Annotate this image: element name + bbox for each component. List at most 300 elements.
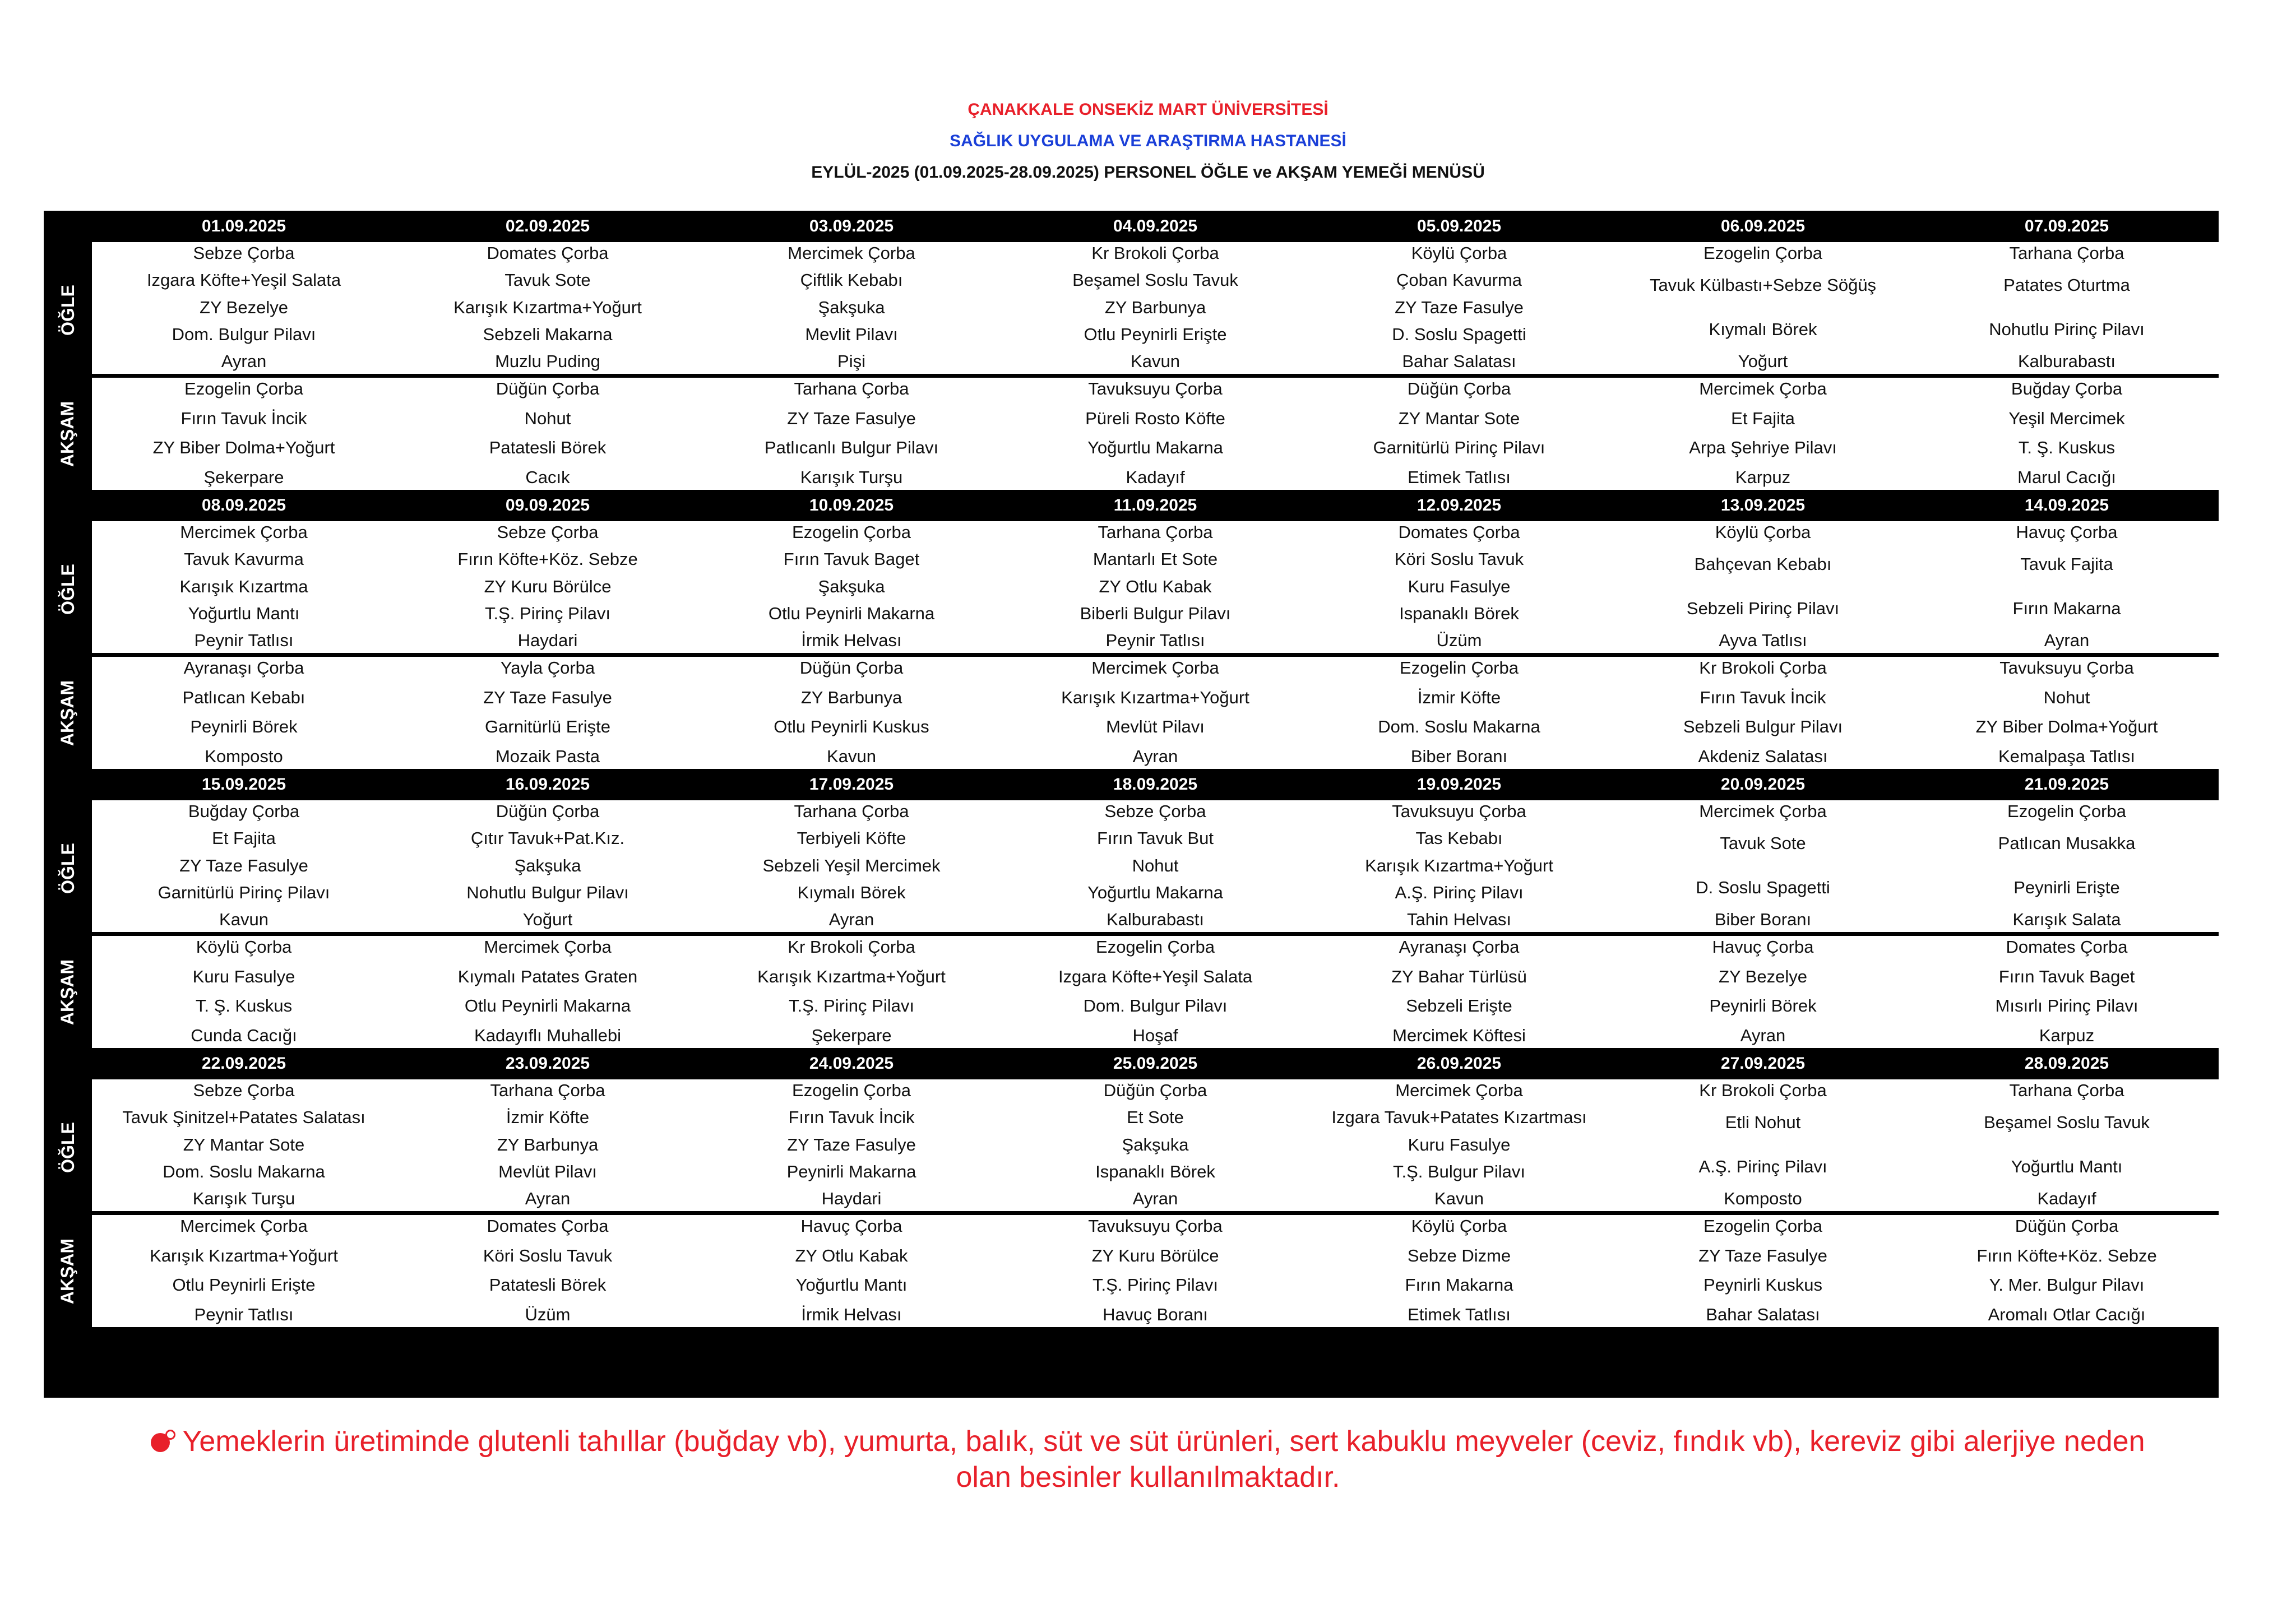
menu-item: Nohut (1132, 855, 1179, 875)
menu-item: ZY Barbunya (800, 687, 902, 707)
menu-item: Mercimek Çorba (1395, 1081, 1523, 1100)
menu-item: Terbiyeli Köfte (797, 828, 906, 848)
menu-item: ZY Taze Fasulye (483, 687, 612, 707)
menu-item: Haydari (517, 630, 578, 650)
lunch-label-text: ÖĞLE (57, 563, 78, 615)
lunch-label (44, 800, 92, 936)
menu-item: Buğday Çorba (2011, 379, 2123, 398)
menu-item: İzmir Köfte (506, 1107, 590, 1128)
menu-item: Peynirli Kuskus (1704, 1275, 1822, 1295)
lunch-label-text: ÖĞLE (57, 842, 78, 894)
menu-item: T. Ş. Kuskus (195, 996, 293, 1016)
menu-item: Domates Çorba (487, 243, 609, 263)
date-header: 20.09.2025 (1611, 769, 1915, 800)
date-header: 11.09.2025 (1003, 490, 1307, 521)
menu-item: Tavuk Kavurma (184, 549, 304, 569)
menu-item: Garnitürlü Pirinç Pilavı (1373, 438, 1545, 458)
warning-icon (151, 1433, 170, 1452)
menu-item: Ispanaklı Börek (1095, 1161, 1215, 1181)
menu-item: Patlıcanlı Bulgur Pilavı (764, 438, 939, 458)
menu-item: Kavun (827, 746, 876, 766)
menu-item: Tarhana Çorba (1098, 522, 1213, 542)
menu-item: T.Ş. Bulgur Pilavı (1392, 1161, 1526, 1181)
menu-item: Kuru Fasulye (1408, 576, 1511, 596)
dinner-menu-cell (92, 1215, 396, 1327)
date-header: 04.09.2025 (1003, 211, 1307, 242)
menu-item: T.Ş. Pirinç Pilavı (789, 996, 914, 1016)
menu-item: Otlu Peynirli Erişte (1084, 324, 1227, 344)
menu-item: Akdeniz Salatası (1698, 746, 1828, 766)
lunch-label-text: ÖĞLE (57, 284, 78, 336)
menu-item: Peynirli Börek (190, 717, 298, 737)
menu-item: Fırın Tavuk İncik (180, 408, 307, 428)
menu-item: Arpa Şehriye Pilavı (1689, 438, 1837, 458)
menu-item: Mercimek Çorba (1091, 658, 1219, 678)
menu-item: Yayla Çorba (500, 658, 595, 678)
menu-item: Mercimek Köftesi (1392, 1025, 1526, 1045)
menu-item: Izgara Tavuk+Patates Kızartması (1331, 1107, 1587, 1128)
menu-item: Etimek Tatlısı (1408, 467, 1511, 487)
menu-item: Tavuk Fajita (2020, 554, 2113, 574)
menu-item: Nohut (2043, 687, 2090, 707)
menu-item: Patlıcan Kebabı (182, 687, 305, 707)
dinner-menu-cell (1003, 936, 1307, 1048)
dinner-menu-cell (700, 657, 1003, 769)
menu-item: Karışık Kızartma+Yoğurt (453, 297, 642, 317)
lunch-menu-cell (1003, 242, 1307, 378)
menu-item: Kavun (219, 910, 269, 929)
menu-item: Ezogelin Çorba (2007, 801, 2126, 821)
menu-item: Izgara Köfte+Yeşil Salata (146, 270, 341, 290)
allergen-notice (0, 1423, 2296, 1495)
menu-item: Yoğurtlu Mantı (795, 1275, 908, 1295)
menu-item: Fırın Tavuk Baget (783, 549, 920, 569)
menu-item: Garnitürlü Pirinç Pilavı (158, 882, 330, 902)
menu-item: Ezogelin Çorba (1704, 1216, 1822, 1236)
date-header: 18.09.2025 (1003, 769, 1307, 800)
menu-item: Kr Brokoli Çorba (1091, 243, 1219, 263)
menu-item: Kıymalı Börek (797, 882, 906, 902)
menu-item: Ayranaşı Çorba (1399, 937, 1520, 957)
dinner-menu-cell (1611, 378, 1915, 490)
menu-item: Buğday Çorba (188, 801, 300, 821)
date-header: 05.09.2025 (1307, 211, 1611, 242)
lunch-menu-cell (1003, 1079, 1307, 1215)
menu-item: Düğün Çorba (496, 801, 600, 821)
menu-item: Peynirli Makarna (786, 1161, 916, 1181)
menu-item: Otlu Peynirli Makarna (464, 996, 631, 1016)
date-header: 19.09.2025 (1307, 769, 1611, 800)
dinner-menu-cell (396, 657, 700, 769)
menu-item: ZY Bezelye (1719, 966, 1807, 986)
menu-item: Peynirli Erişte (2013, 877, 2120, 897)
menu-item: Mantarlı Et Sote (1093, 549, 1218, 569)
dinner-menu-cell (1003, 657, 1307, 769)
menu-item: Y. Mer. Bulgur Pilavı (1989, 1275, 2145, 1295)
lunch-menu-cell (1611, 521, 1915, 657)
menu-item: Yoğurtlu Makarna (1087, 438, 1223, 458)
dinner-menu-cell (1915, 1215, 2219, 1327)
menu-item: Et Sote (1127, 1107, 1184, 1128)
menu-item: Mısırlı Pirinç Pilavı (1995, 996, 2138, 1016)
menu-item: ZY Biber Dolma+Yoğurt (152, 438, 335, 458)
menu-item: Beşamel Soslu Tavuk (1984, 1112, 2150, 1133)
menu-item: Patatesli Börek (489, 1275, 607, 1295)
menu-item: ZY Taze Fasulye (1395, 297, 1524, 317)
menu-item: Tavuksuyu Çorba (1392, 801, 1526, 821)
menu-item: Fırın Tavuk İncik (1700, 687, 1826, 707)
date-header: 02.09.2025 (396, 211, 700, 242)
date-header: 23.09.2025 (396, 1048, 700, 1079)
menu-item: ZY Biber Dolma+Yoğurt (1975, 717, 2158, 737)
lunch-menu-cell (700, 242, 1003, 378)
menu-item: Ayva Tatlısı (1719, 630, 1807, 650)
menu-item: Havuç Boranı (1103, 1304, 1208, 1324)
menu-item: Şakşuka (1122, 1134, 1189, 1154)
menu-item: Şekerpare (203, 467, 284, 487)
menu-item: Peynir Tatlısı (194, 1304, 294, 1324)
dinner-menu-cell (1915, 657, 2219, 769)
menu-item: Otlu Peynirli Kuskus (774, 717, 929, 737)
dinner-label (44, 378, 92, 490)
lunch-label (44, 521, 92, 657)
menu-item: Tarhana Çorba (2009, 243, 2124, 263)
menu-item: Tavuk Şinitzel+Patates Salatası (122, 1107, 365, 1128)
menu-item: Düğün Çorba (1407, 379, 1511, 398)
menu-item: Kuru Fasulye (192, 966, 295, 986)
menu-item: Fırın Tavuk Baget (1998, 966, 2135, 986)
dinner-menu-cell (700, 1215, 1003, 1327)
date-header: 15.09.2025 (92, 769, 396, 800)
menu-item: Kalburabastı (2017, 351, 2116, 371)
dinner-menu-cell (1307, 657, 1611, 769)
menu-item: Çoban Kavurma (1396, 270, 1522, 290)
lunch-menu-cell (396, 242, 700, 378)
menu-item: Ezogelin Çorba (184, 379, 303, 398)
menu-item: Biber Boranı (1410, 746, 1508, 766)
lunch-menu-cell (1307, 242, 1611, 378)
menu-item: A.Ş. Pirinç Pilavı (1698, 1156, 1827, 1176)
menu-item: Etimek Tatlısı (1408, 1304, 1511, 1324)
menu-item: Izgara Köfte+Yeşil Salata (1058, 966, 1253, 986)
menu-item: Kuru Fasulye (1408, 1134, 1511, 1154)
date-header: 24.09.2025 (700, 1048, 1003, 1079)
menu-item: Şekerpare (811, 1025, 892, 1045)
menu-item: Sebzeli Yeşil Mercimek (762, 855, 941, 875)
date-header: 12.09.2025 (1307, 490, 1611, 521)
menu-item: Düğün Çorba (799, 658, 904, 678)
menu-item: Fırın Köfte+Köz. Sebze (1976, 1245, 2157, 1265)
menu-item: T. Ş. Kuskus (2018, 438, 2116, 458)
menu-item: Kr Brokoli Çorba (788, 937, 915, 957)
menu-item: Kemalpaşa Tatlısı (1998, 746, 2136, 766)
menu-item: Domates Çorba (487, 1216, 609, 1236)
lunch-menu-cell (1003, 521, 1307, 657)
menu-item: Sebzeli Pirinç Pilavı (1686, 598, 1840, 618)
menu-item: Fırın Makarna (1405, 1275, 1513, 1295)
dinner-label-text: AKŞAM (57, 1238, 78, 1304)
menu-item: Biberli Bulgur Pilavı (1080, 603, 1231, 623)
menu-item: Ayran (1132, 1189, 1178, 1208)
date-header: 21.09.2025 (1915, 769, 2219, 800)
menu-item: Yoğurt (1738, 351, 1788, 371)
menu-item: Karpuz (1735, 467, 1791, 487)
menu-item: Ayran (2044, 630, 2090, 650)
menu-item: A.Ş. Pirinç Pilavı (1395, 882, 1524, 902)
menu-item: Yoğurtlu Makarna (1087, 882, 1223, 902)
menu-item: Ezogelin Çorba (1704, 243, 1822, 263)
menu-item: Tarhana Çorba (794, 379, 909, 398)
lunch-menu-cell (1307, 1079, 1611, 1215)
menu-item: Cunda Cacığı (191, 1025, 297, 1045)
menu-item: Kadayıf (1126, 467, 1185, 487)
date-header: 01.09.2025 (92, 211, 396, 242)
menu-item: Fırın Makarna (2012, 598, 2121, 618)
menu-item: Beşamel Soslu Tavuk (1072, 270, 1238, 290)
lunch-menu-cell (396, 521, 700, 657)
menu-item: ZY Kuru Börülce (1091, 1245, 1219, 1265)
menu-item: Ispanaklı Börek (1399, 603, 1519, 623)
menu-item: Karışık Kızartma+Yoğurt (757, 966, 946, 986)
menu-item: İrmik Helvası (801, 630, 902, 650)
menu-item: Ezogelin Çorba (792, 1081, 911, 1100)
menu-item: Sebzeli Makarna (483, 324, 613, 344)
menu-item: Şakşuka (818, 576, 885, 596)
menu-item: Patatesli Börek (489, 438, 607, 458)
dinner-menu-cell (92, 936, 396, 1048)
menu-item: Tavuk Sote (1720, 833, 1806, 854)
menu-item: Mercimek Çorba (788, 243, 915, 263)
lunch-menu-cell (92, 242, 396, 378)
menu-item: Domates Çorba (2006, 937, 2128, 957)
menu-item: Kavun (1131, 351, 1180, 371)
menu-item: D. Soslu Spagetti (1696, 877, 1830, 897)
menu-item: Üzüm (525, 1304, 571, 1324)
menu-item: Tarhana Çorba (2009, 1081, 2124, 1100)
menu-item: Domates Çorba (1398, 522, 1520, 542)
menu-item: Tavuk Sote (504, 270, 591, 290)
menu-item: Üzüm (1436, 630, 1482, 650)
menu-item: Mercimek Çorba (1699, 801, 1827, 821)
menu-item: Fırın Tavuk İncik (788, 1107, 915, 1128)
lunch-label-text: ÖĞLE (57, 1121, 78, 1173)
date-row-corner (44, 490, 92, 521)
lunch-menu-cell (1915, 1079, 2219, 1215)
menu-item: Garnitürlü Erişte (485, 717, 610, 737)
menu-item: Kadayıflı Muhallebi (474, 1025, 621, 1045)
lunch-menu-cell (92, 800, 396, 936)
menu-item: Dom. Soslu Makarna (1378, 717, 1540, 737)
lunch-menu-cell (1611, 1079, 1915, 1215)
menu-item: Karışık Kızartma+Yoğurt (150, 1245, 338, 1265)
menu-item: Sebze Dizme (1407, 1245, 1511, 1265)
menu-item: Karışık Kızartma (179, 576, 308, 596)
menu-item: Şakşuka (514, 855, 581, 875)
dinner-label (44, 1215, 92, 1327)
menu-item: ZY Bezelye (200, 297, 288, 317)
menu-item: Kıymalı Patates Graten (457, 966, 638, 986)
dinner-menu-cell (1611, 936, 1915, 1048)
menu-item: Patlıcan Musakka (1998, 833, 2136, 854)
menu-item: Ayran (1740, 1025, 1786, 1045)
menu-item: Püreli Rosto Köfte (1085, 408, 1225, 428)
menu-item: Patates Oturtma (2003, 275, 2130, 295)
menu-item: ZY Barbunya (1104, 297, 1206, 317)
menu-item: Ezogelin Çorba (792, 522, 911, 542)
menu-table (44, 211, 2219, 1398)
menu-item: Tarhana Çorba (794, 801, 909, 821)
menu-item: ZY Barbunya (497, 1134, 599, 1154)
date-header: 25.09.2025 (1003, 1048, 1307, 1079)
date-header: 03.09.2025 (700, 211, 1003, 242)
lunch-menu-cell (396, 800, 700, 936)
menu-item: Etli Nohut (1725, 1112, 1801, 1133)
allergen-text-line2: olan besinler kullanılmaktadır. (956, 1461, 1340, 1494)
menu-item: Mevlit Pilavı (805, 324, 898, 344)
date-header: 16.09.2025 (396, 769, 700, 800)
menu-item: Çıtır Tavuk+Pat.Kız. (470, 828, 625, 848)
menu-item: Mevlüt Pilavı (498, 1161, 597, 1181)
menu-item: Fırın Tavuk But (1097, 828, 1214, 848)
date-row-corner (44, 769, 92, 800)
dinner-menu-cell (1915, 378, 2219, 490)
menu-item: ZY Mantar Sote (183, 1134, 305, 1154)
menu-item: Ayran (1132, 746, 1178, 766)
menu-item: Et Fajita (212, 828, 276, 848)
lunch-label (44, 1079, 92, 1215)
menu-item: Düğün Çorba (1103, 1081, 1207, 1100)
menu-item: Kalburabastı (1106, 910, 1205, 929)
dinner-label (44, 657, 92, 769)
menu-item: Marul Cacığı (2017, 467, 2116, 487)
lunch-menu-cell (1307, 800, 1611, 936)
menu-item: Bahçevan Kebabı (1694, 554, 1832, 574)
menu-item: Cacık (525, 467, 570, 487)
menu-item: Komposto (1724, 1189, 1802, 1208)
menu-item: Kıymalı Börek (1709, 319, 1817, 339)
menu-item: Dom. Bulgur Pilavı (172, 324, 316, 344)
lunch-menu-cell (1611, 242, 1915, 378)
menu-item: Havuç Çorba (2016, 522, 2118, 542)
date-header: 07.09.2025 (1915, 211, 2219, 242)
menu-item: Düğün Çorba (496, 379, 600, 398)
dinner-menu-cell (396, 378, 700, 490)
menu-item: ZY Mantar Sote (1398, 408, 1520, 428)
menu-item: Ayranaşı Çorba (183, 658, 304, 678)
date-header: 26.09.2025 (1307, 1048, 1611, 1079)
lunch-menu-cell (1307, 521, 1611, 657)
date-header: 10.09.2025 (700, 490, 1003, 521)
lunch-menu-cell (1915, 800, 2219, 936)
menu-item: Et Fajita (1731, 408, 1795, 428)
dinner-menu-cell (1003, 1215, 1307, 1327)
menu-item: Tavuk Külbastı+Sebze Söğüş (1649, 275, 1877, 295)
menu-item: Sebzeli Bulgur Pilavı (1683, 717, 1843, 737)
dinner-menu-cell (1611, 657, 1915, 769)
lunch-label (44, 242, 92, 378)
menu-item: Ayran (525, 1189, 571, 1208)
menu-item: ZY Bahar Türlüsü (1391, 966, 1527, 986)
menu-item: Havuç Çorba (800, 1216, 902, 1236)
lunch-menu-cell (1611, 800, 1915, 936)
menu-item: Köri Soslu Tavuk (483, 1245, 613, 1265)
menu-item: Karpuz (2039, 1025, 2095, 1045)
menu-item: Sebze Çorba (1104, 801, 1206, 821)
allergen-text-line1: Yemeklerin üretiminde glutenli tahıllar (buğday vb), yumurta, balık, süt ve süt ürünleri, sert kabuklu meyveler (ceviz, fındık vb), kereviz gibi alerjiye neden (182, 1425, 2145, 1458)
menu-item: Sebze Çorba (193, 243, 295, 263)
menu-item: Köri Soslu Tavuk (1394, 549, 1524, 569)
menu-item: Mercimek Çorba (1699, 379, 1827, 398)
menu-item: Dom. Bulgur Pilavı (1083, 996, 1228, 1016)
menu-item: Kadayıf (2037, 1189, 2096, 1208)
lunch-menu-cell (700, 800, 1003, 936)
menu-item: Karışık Kızartma+Yoğurt (1061, 687, 1249, 707)
lunch-menu-cell (92, 521, 396, 657)
menu-item: İrmik Helvası (801, 1304, 902, 1324)
menu-item: Ezogelin Çorba (1400, 658, 1519, 678)
menu-item: Ayran (828, 910, 874, 929)
menu-item: Nohutlu Bulgur Pilavı (466, 882, 629, 902)
menu-item: Komposto (205, 746, 283, 766)
menu-item: Aromalı Otlar Cacığı (1988, 1304, 2146, 1324)
menu-item: Kr Brokoli Çorba (1699, 1081, 1827, 1100)
menu-item: ZY Taze Fasulye (787, 408, 916, 428)
menu-item: Ayran (221, 351, 267, 371)
menu-item: İzmir Köfte (1417, 687, 1501, 707)
lunch-menu-cell (700, 521, 1003, 657)
dinner-label-text: AKŞAM (57, 680, 78, 746)
menu-item: ZY Taze Fasulye (179, 855, 308, 875)
menu-item: Hoşaf (1132, 1025, 1178, 1045)
menu-item: Tas Kebabı (1415, 828, 1503, 848)
menu-item: ZY Otlu Kabak (795, 1245, 908, 1265)
menu-item: Haydari (821, 1189, 882, 1208)
dinner-menu-cell (700, 378, 1003, 490)
dinner-menu-cell (396, 936, 700, 1048)
lunch-menu-cell (1915, 521, 2219, 657)
date-header: 27.09.2025 (1611, 1048, 1915, 1079)
menu-item: Köylü Çorba (1411, 1216, 1507, 1236)
menu-item: Kr Brokoli Çorba (1699, 658, 1827, 678)
dinner-menu-cell (1915, 936, 2219, 1048)
dinner-menu-cell (1611, 1215, 1915, 1327)
date-header: 13.09.2025 (1611, 490, 1915, 521)
menu-item: Köylü Çorba (196, 937, 292, 957)
dinner-menu-cell (1307, 936, 1611, 1048)
menu-item: Bahar Salatası (1706, 1304, 1820, 1324)
menu-item: Yoğurtlu Mantı (2011, 1156, 2123, 1176)
menu-item: D. Soslu Spagetti (1392, 324, 1526, 344)
menu-item: Nohut (524, 408, 571, 428)
menu-item: Peynir Tatlısı (194, 630, 294, 650)
menu-item: Muzlu Puding (495, 351, 600, 371)
dinner-label-text: AKŞAM (57, 401, 78, 467)
menu-item: Ezogelin Çorba (1096, 937, 1215, 957)
date-header: 14.09.2025 (1915, 490, 2219, 521)
menu-item: Bahar Salatası (1402, 351, 1516, 371)
menu-item: Mercimek Çorba (180, 1216, 308, 1236)
menu-item: Şakşuka (818, 297, 885, 317)
dinner-menu-cell (700, 936, 1003, 1048)
dinner-menu-cell (396, 1215, 700, 1327)
menu-item: Karışık Turşu (800, 467, 903, 487)
lunch-menu-cell (396, 1079, 700, 1215)
dinner-menu-cell (1307, 378, 1611, 490)
menu-item: Mercimek Çorba (484, 937, 612, 957)
dinner-menu-cell (92, 657, 396, 769)
menu-item: Havuç Çorba (1712, 937, 1814, 957)
menu-item: Sebzeli Erişte (1406, 996, 1512, 1016)
